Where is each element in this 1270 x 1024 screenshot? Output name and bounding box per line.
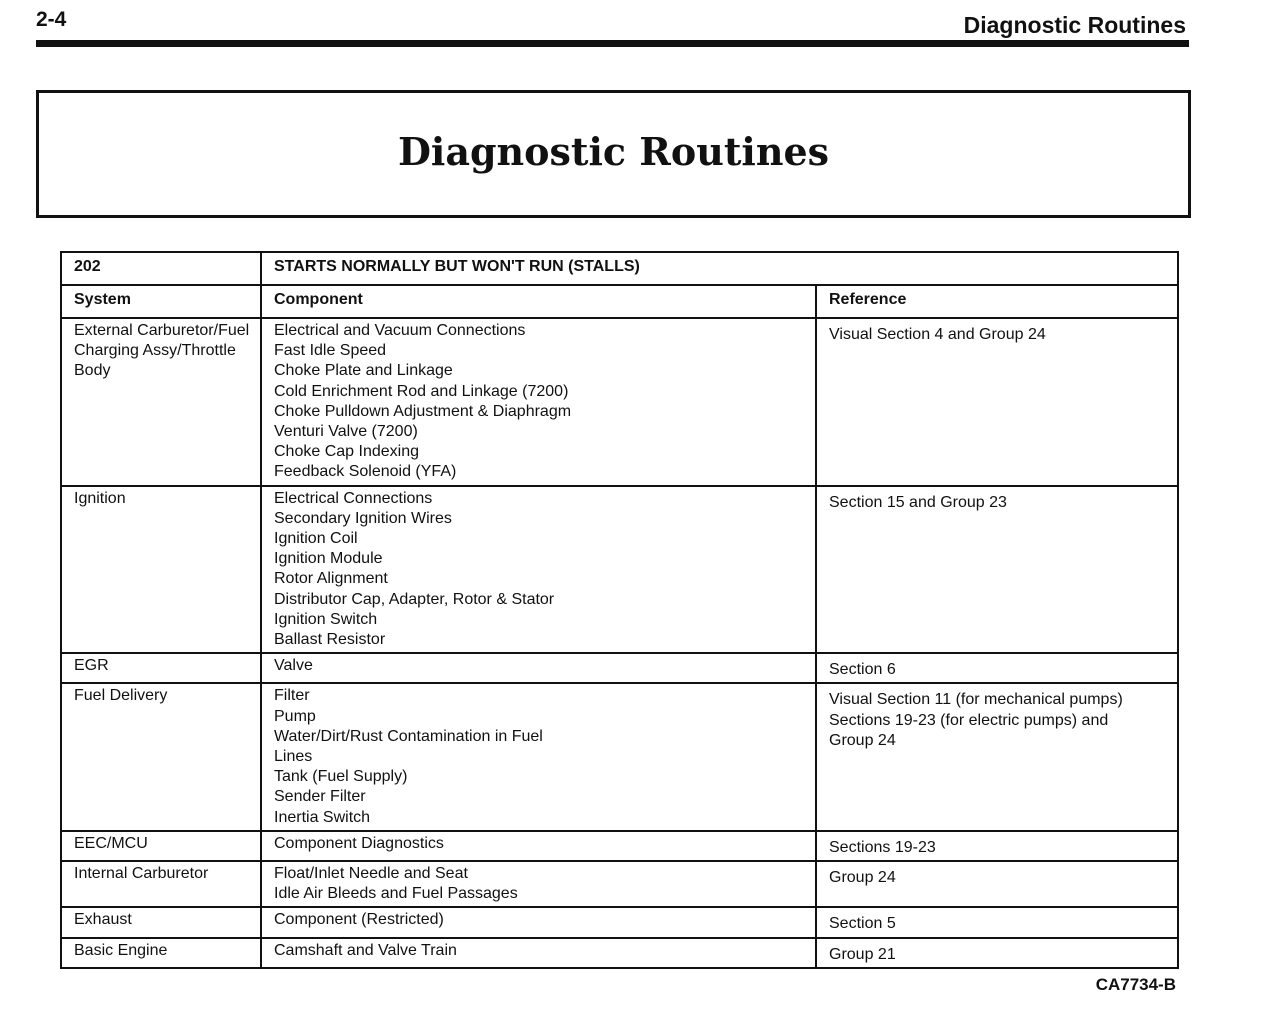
table-row xyxy=(61,907,1178,937)
system-cell xyxy=(61,318,261,486)
system-cell-line: Ignition xyxy=(74,489,126,507)
reference-cell xyxy=(816,907,1178,937)
component-cell-line: Ballast Resistor xyxy=(274,631,386,649)
table-row xyxy=(61,683,1178,830)
system-cell-line: EGR xyxy=(74,657,109,675)
system-cell xyxy=(61,907,261,937)
figure-code: CA7734-B xyxy=(1095,975,1176,994)
component-cell-line: Ignition Module xyxy=(274,550,383,568)
reference-cell-line: Group 24 xyxy=(829,869,896,887)
component-cell-line: Filter xyxy=(274,687,310,705)
component-cell-line: Float/Inlet Needle and Seat xyxy=(274,865,468,883)
component-cell-line: Idle Air Bleeds and Fuel Passages xyxy=(274,885,518,903)
component-cell xyxy=(261,831,816,861)
component-cell-line: Valve xyxy=(274,657,313,675)
system-cell xyxy=(61,486,261,654)
header-rule xyxy=(36,40,1189,47)
component-cell-line: Pump xyxy=(274,707,316,725)
column-header-reference: Reference xyxy=(816,285,1178,318)
system-cell-line: Basic Engine xyxy=(74,941,168,959)
component-cell-line: Choke Cap Indexing xyxy=(274,443,419,461)
reference-cell xyxy=(816,653,1178,683)
component-cell-line: Secondary Ignition Wires xyxy=(274,509,452,527)
component-cell-line: Component Diagnostics xyxy=(274,834,444,852)
component-cell-line: Feedback Solenoid (YFA) xyxy=(274,463,457,481)
table-row xyxy=(61,486,1178,654)
component-cell-line: Fast Idle Speed xyxy=(274,342,387,360)
component-cell-line: Lines xyxy=(274,748,313,766)
reference-cell xyxy=(816,683,1178,830)
component-cell-line: Choke Pulldown Adjustment & Diaphragm xyxy=(274,402,572,420)
table-body xyxy=(61,252,1178,968)
component-cell-line: Component (Restricted) xyxy=(274,911,444,929)
column-header-row xyxy=(61,285,1178,318)
reference-cell xyxy=(816,318,1178,486)
component-cell xyxy=(261,653,816,683)
table-row xyxy=(61,831,1178,861)
reference-cell xyxy=(816,486,1178,654)
component-cell-line: Ignition Switch xyxy=(274,610,378,628)
table-row xyxy=(61,653,1178,683)
table-row xyxy=(61,318,1178,486)
table-row xyxy=(61,938,1178,968)
component-cell-line: Inertia Switch xyxy=(274,808,371,826)
component-cell xyxy=(261,318,816,486)
reference-cell-line: Section 15 and Group 23 xyxy=(829,493,1007,511)
system-cell xyxy=(61,683,261,830)
component-cell xyxy=(261,861,816,907)
component-cell-line: Electrical and Vacuum Connections xyxy=(274,322,526,339)
routine-code: 202 xyxy=(61,252,261,285)
system-cell xyxy=(61,831,261,861)
reference-cell-line: Sections 19-23 xyxy=(829,838,936,856)
component-cell-line: Electrical Connections xyxy=(274,489,433,507)
system-cell xyxy=(61,861,261,907)
component-cell-line: Tank (Fuel Supply) xyxy=(274,768,408,786)
system-cell-line: Charging Assy/Throttle xyxy=(74,342,236,360)
component-cell-line: Cold Enrichment Rod and Linkage (7200) xyxy=(274,382,569,400)
table-row xyxy=(61,861,1178,907)
component-cell-line: Distributor Cap, Adapter, Rotor & Stator xyxy=(274,590,555,608)
system-cell-line: Fuel Delivery xyxy=(74,687,168,705)
system-cell-line: EEC/MCU xyxy=(74,834,148,852)
column-header-component: Component xyxy=(261,285,816,318)
component-cell-line: Ignition Coil xyxy=(274,530,358,548)
reference-cell-line: Section 5 xyxy=(829,915,896,933)
component-cell-line: Camshaft and Valve Train xyxy=(274,941,457,959)
reference-cell-line: Sections 19-23 (for electric pumps) and xyxy=(829,711,1109,729)
reference-cell xyxy=(816,938,1178,968)
routine-heading: STARTS NORMALLY BUT WON'T RUN (STALLS) xyxy=(261,252,1178,285)
system-cell-line: Exhaust xyxy=(74,911,132,929)
reference-cell-line: Group 21 xyxy=(829,945,896,963)
page-title: Diagnostic Routines xyxy=(397,128,830,174)
title-box xyxy=(36,90,1191,218)
reference-cell xyxy=(816,861,1178,907)
component-cell xyxy=(261,938,816,968)
component-cell-line: Choke Plate and Linkage xyxy=(274,362,453,380)
reference-cell xyxy=(816,831,1178,861)
table-header-row xyxy=(61,252,1178,285)
component-cell-line: Sender Filter xyxy=(274,788,366,806)
page-number: 2-4 xyxy=(36,8,67,31)
component-cell-line: Rotor Alignment xyxy=(274,570,388,588)
running-header-title: Diagnostic Routines xyxy=(963,12,1186,38)
column-header-system: System xyxy=(61,285,261,318)
component-cell-line: Venturi Valve (7200) xyxy=(274,423,418,441)
system-cell-line: Body xyxy=(74,362,111,380)
system-cell-line: External Carburetor/Fuel xyxy=(74,322,250,339)
reference-cell-line: Visual Section 11 (for mechanical pumps) xyxy=(829,691,1123,709)
component-cell xyxy=(261,683,816,830)
system-cell xyxy=(61,938,261,968)
diagnostic-table xyxy=(60,251,1179,969)
component-cell xyxy=(261,907,816,937)
reference-cell-line: Section 6 xyxy=(829,661,896,679)
system-cell xyxy=(61,653,261,683)
component-cell-line: Water/Dirt/Rust Contamination in Fuel xyxy=(274,727,543,745)
reference-cell-line: Visual Section 4 and Group 24 xyxy=(829,326,1046,343)
system-cell-line: Internal Carburetor xyxy=(74,865,209,883)
component-cell xyxy=(261,486,816,654)
reference-cell-line: Group 24 xyxy=(829,731,896,749)
